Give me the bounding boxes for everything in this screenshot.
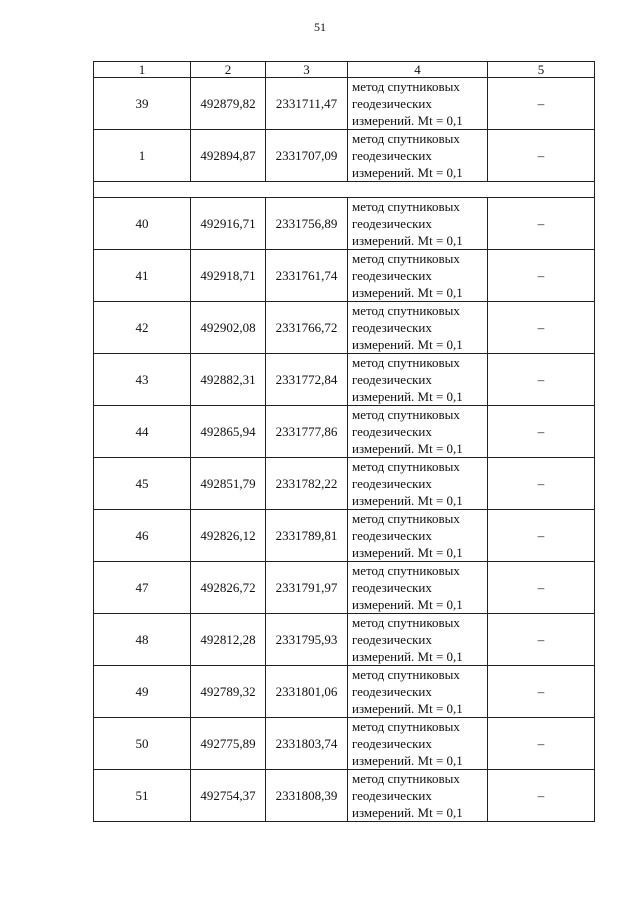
method-text-line: метод спутниковых [352,407,460,422]
table-row [94,666,595,718]
y-coordinate-cell: 2331777,86 [266,406,348,458]
method-text-line: измерений. Mt = 0,1 [352,753,463,768]
method-cell [348,666,488,718]
method-text-line: геодезических [352,268,432,283]
y-coordinate-cell: 2331782,22 [266,458,348,510]
table-row [94,354,595,406]
method-text-line: метод спутниковых [352,563,460,578]
method-text-line: геодезических [352,216,432,231]
method-cell [348,198,488,250]
point-number-cell: 46 [94,510,191,562]
note-cell: – [488,770,595,822]
method-text-line: метод спутниковых [352,615,460,630]
method-text-line: измерений. Mt = 0,1 [352,337,463,352]
point-number-cell: 45 [94,458,191,510]
point-number-cell: 43 [94,354,191,406]
page-number: 51 [314,20,326,34]
method-text-line: метод спутниковых [352,355,460,370]
table-row [94,130,595,182]
method-text-line: измерений. Mt = 0,1 [352,597,463,612]
x-coordinate-cell: 492894,87 [191,130,266,182]
method-text-line: измерений. Mt = 0,1 [352,701,463,716]
method-cell [348,770,488,822]
x-coordinate-cell: 492851,79 [191,458,266,510]
x-coordinate-cell: 492902,08 [191,302,266,354]
y-coordinate-cell: 2331803,74 [266,718,348,770]
table-row [94,458,595,510]
point-number-cell: 47 [94,562,191,614]
y-coordinate-cell: 2331789,81 [266,510,348,562]
point-number-cell: 44 [94,406,191,458]
method-cell [348,718,488,770]
method-text-line: геодезических [352,96,432,111]
method-text-line: измерений. Mt = 0,1 [352,493,463,508]
method-cell [348,458,488,510]
method-text-line: геодезических [352,684,432,699]
method-text-line: метод спутниковых [352,79,460,94]
group-separator-row [94,182,595,198]
y-coordinate-cell: 2331791,97 [266,562,348,614]
x-coordinate-cell: 492879,82 [191,78,266,130]
method-cell [348,562,488,614]
y-coordinate-cell: 2331761,74 [266,250,348,302]
point-number-cell: 50 [94,718,191,770]
note-cell: – [488,718,595,770]
point-number-cell: 1 [94,130,191,182]
method-text-line: измерений. Mt = 0,1 [352,113,463,128]
method-text-line: геодезических [352,424,432,439]
method-text-line: измерений. Mt = 0,1 [352,233,463,248]
coordinates-table [93,61,595,822]
y-coordinate-cell: 2331766,72 [266,302,348,354]
method-text-line: геодезических [352,320,432,335]
table-row [94,562,595,614]
table-row [94,770,595,822]
method-text-line: измерений. Mt = 0,1 [352,545,463,560]
method-text-line: метод спутниковых [352,199,460,214]
point-number-cell: 41 [94,250,191,302]
y-coordinate-cell: 2331756,89 [266,198,348,250]
method-text-line: метод спутниковых [352,303,460,318]
x-coordinate-cell: 492916,71 [191,198,266,250]
table-header-row [94,62,595,78]
x-coordinate-cell: 492754,37 [191,770,266,822]
note-cell: – [488,250,595,302]
note-cell: – [488,302,595,354]
method-text-line: геодезических [352,148,432,163]
method-text-line: метод спутниковых [352,667,460,682]
note-cell: – [488,510,595,562]
y-coordinate-cell: 2331808,39 [266,770,348,822]
header-cell: 1 [94,62,191,78]
table-row [94,614,595,666]
method-cell [348,302,488,354]
x-coordinate-cell: 492918,71 [191,250,266,302]
note-cell: – [488,666,595,718]
method-text-line: измерений. Mt = 0,1 [352,805,463,820]
method-cell [348,510,488,562]
header-cell: 5 [488,62,595,78]
table-row [94,302,595,354]
header-cell: 4 [348,62,488,78]
method-text-line: измерений. Mt = 0,1 [352,165,463,180]
method-text-line: метод спутниковых [352,771,460,786]
method-text-line: геодезических [352,632,432,647]
method-text-line: геодезических [352,476,432,491]
y-coordinate-cell: 2331707,09 [266,130,348,182]
table-row [94,198,595,250]
method-cell [348,406,488,458]
method-text-line: измерений. Mt = 0,1 [352,285,463,300]
x-coordinate-cell: 492812,28 [191,614,266,666]
method-text-line: метод спутниковых [352,251,460,266]
note-cell: – [488,458,595,510]
note-cell: – [488,406,595,458]
method-text-line: метод спутниковых [352,511,460,526]
table-row [94,78,595,130]
header-cell: 3 [266,62,348,78]
x-coordinate-cell: 492826,72 [191,562,266,614]
table-row [94,406,595,458]
group-separator-cell [94,182,595,198]
method-text-line: геодезических [352,372,432,387]
point-number-cell: 48 [94,614,191,666]
point-number-cell: 40 [94,198,191,250]
header-cell: 2 [191,62,266,78]
method-cell [348,354,488,406]
method-cell [348,250,488,302]
method-text-line: измерений. Mt = 0,1 [352,441,463,456]
method-text-line: геодезических [352,736,432,751]
point-number-cell: 42 [94,302,191,354]
x-coordinate-cell: 492775,89 [191,718,266,770]
note-cell: – [488,198,595,250]
note-cell: – [488,614,595,666]
point-number-cell: 49 [94,666,191,718]
coordinates-table-body [94,62,595,822]
method-text-line: метод спутниковых [352,719,460,734]
method-text-line: метод спутниковых [352,459,460,474]
method-text-line: геодезических [352,580,432,595]
note-cell: – [488,78,595,130]
x-coordinate-cell: 492882,31 [191,354,266,406]
method-text-line: геодезических [352,528,432,543]
method-text-line: метод спутниковых [352,131,460,146]
method-text-line: измерений. Mt = 0,1 [352,389,463,404]
x-coordinate-cell: 492865,94 [191,406,266,458]
method-text-line: измерений. Mt = 0,1 [352,649,463,664]
method-text-line: геодезических [352,788,432,803]
table-row [94,250,595,302]
method-cell [348,614,488,666]
x-coordinate-cell: 492826,12 [191,510,266,562]
method-cell [348,78,488,130]
point-number-cell: 39 [94,78,191,130]
method-cell [348,130,488,182]
table-row [94,718,595,770]
note-cell: – [488,562,595,614]
note-cell: – [488,130,595,182]
note-cell: – [488,354,595,406]
point-number-cell: 51 [94,770,191,822]
y-coordinate-cell: 2331801,06 [266,666,348,718]
y-coordinate-cell: 2331772,84 [266,354,348,406]
x-coordinate-cell: 492789,32 [191,666,266,718]
y-coordinate-cell: 2331711,47 [266,78,348,130]
table-row [94,510,595,562]
y-coordinate-cell: 2331795,93 [266,614,348,666]
